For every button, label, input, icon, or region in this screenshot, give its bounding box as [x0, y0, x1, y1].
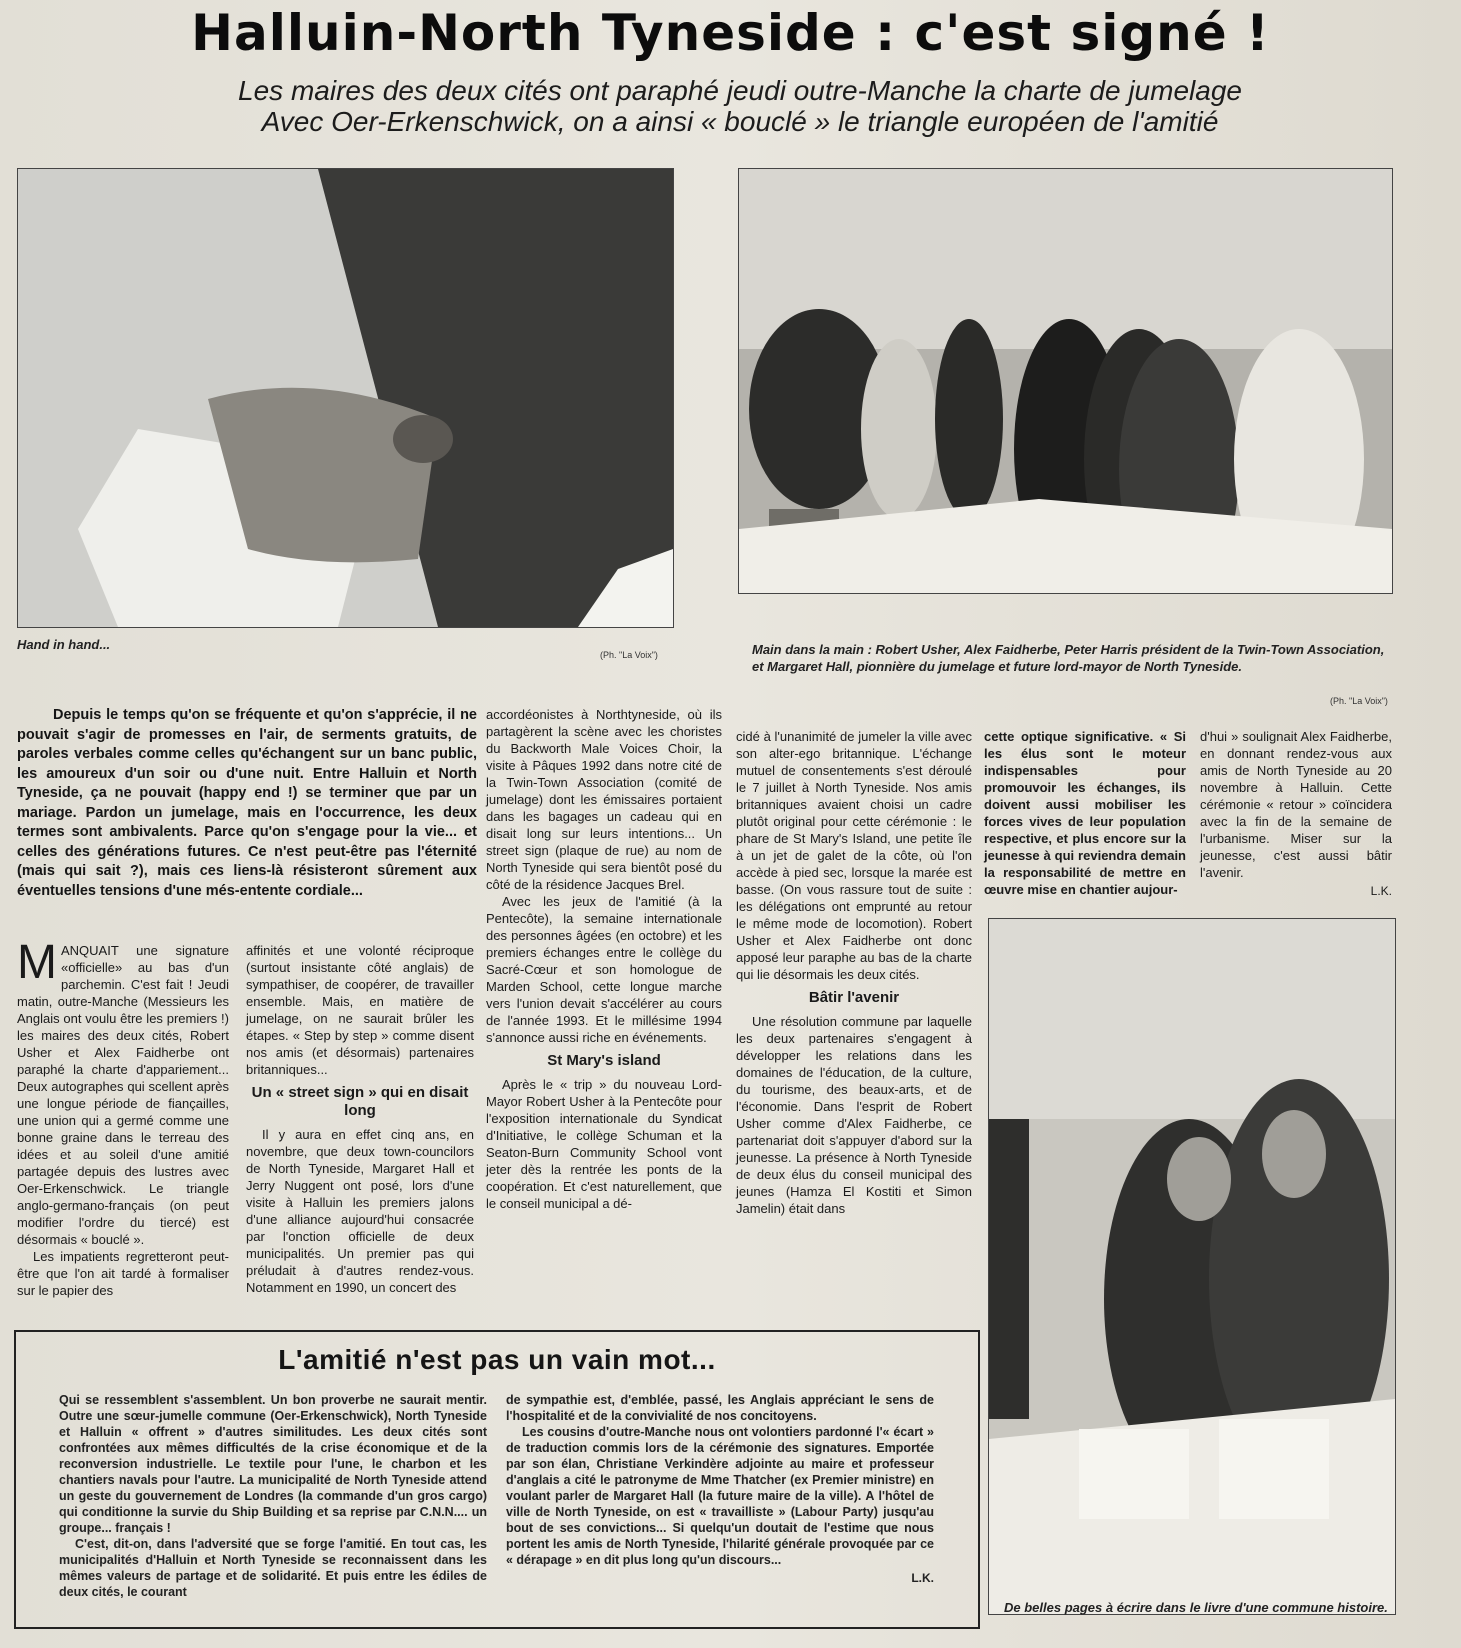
col1-text-b: Les impatients regretteront peut-être que l'on ait tardé à formaliser sur le papier des: [17, 1249, 229, 1298]
sidebar-box: [14, 1330, 980, 1629]
col3-text-c: Après le « trip » du nouveau Lord-Mayor Robert Usher à la Pentecôte pour l'exposition internationale du Syndicat d'Initiative, le collège Schuman et la Seaton-Burn Community School vont jeter dès la rentrée les ponts de la coopération. Et c'est naturellement, que le conseil municipal a dé-: [486, 1077, 722, 1211]
sidebar-right-p2: Les cousins d'outre-Manche nous ont volontiers pardonné l'« écart » de traduction commis lors de la cérémonie des signatures. Emportée par son élan, Christiane Verkindère adjointe au maire et professeur d'anglais a cité le patronyme de Mme Thatcher (ex Premier ministre) en voulant parler de Margaret Hall (la future maire de la ville). A l'hôtel de ville de North Tyneside, on est « travailliste » (Labour Party) jusqu'au bout de ses convictions... Si quelqu'un doutait de l'estime que nous portent les amis de North Tyneside, l'hilarité générale provoquée par ce « dérapage » en dit plus long qu'un discours...: [506, 1425, 934, 1567]
column-3: [486, 706, 722, 1212]
column-2: [246, 942, 474, 1296]
column-4: [736, 728, 972, 1217]
deck-line-2: Avec Oer-Erkenschwick, on a ainsi « bouclé » le triangle européen de l'amitié: [261, 106, 1219, 137]
headline: Halluin-North Tyneside : c'est signé !: [191, 4, 1270, 62]
sidebar-title: L'amitié n'est pas un vain mot...: [278, 1344, 716, 1375]
col4-text-b: Une résolution commune par laquelle les deux partenaires s'engagent à développer les relations dans les domaines de l'éducation, de la culture, du tourisme, des beaux-arts, et de l'économie. Dans l'esprit de Robert Usher comme d'Alex Faidherbe, ce partenariat doit s'appuyer d'abord sur la jeunesse. La présence à North Tyneside de deux élus du conseil municipal des jeunes (Hamza El Kostiti et Simon Jamelin) était dans: [736, 1014, 972, 1216]
column-6: [1200, 728, 1392, 900]
photo-signing-image: [989, 919, 1395, 1614]
sidebar-left-p1: Qui se ressemblent s'assemblent. Un bon proverbe ne saurait mentir. Outre une sœur-jumelle commune (Oer-Erkenschwick), North Tyneside et Halluin « offrent » d'autres similitudes. Les deux cités sont confrontées aux mêmes difficultés de la crise économique et de la reconversion industrielle. Le textile pour l'une, le charbon et les chantiers navals pour l'autre. La municipalité de North Tyneside attend un geste du gouvernement de Londres (la commande d'un gros cargo) qui conditionne la survie du Ship Building et sa reprise par C.N.N.... un groupe... français !: [59, 1393, 487, 1535]
deck-line-1: Les maires des deux cités ont paraphé jeudi outre-Manche la charte de jumelage: [238, 75, 1242, 106]
col1-text-a: ANQUAIT une signature «officielle» au bas d'un parchemin. C'est fait ! Jeudi matin, outre-Manche (Messieurs les Anglais ont voulu être les premiers !) les maires des deux cités, Robert Usher et Alex Faidherbe ont paraphé la charte d'appariement... Deux autographes qui scellent après une longue période de fiançailles, une union qui a germé comme une bonne graine dans le terreau des idées et au soleil d'une amitié partagée depuis des lustres avec Oer-Erkenschwick. Le triangle anglo-germano-français (on peut modifier l'ordre du tiercé) est désormais « bouclé ».: [17, 943, 229, 1247]
lead-text: Depuis le temps qu'on se fréquente et qu'on s'apprécie, il ne pouvait s'agir de promesses en l'air, de serments gratuits, de paroles verbales comme celles qu'échangent sur un banc public, les amoureux d'un soir ou d'une nuit. Entre Halluin et North Tyneside, ça ne pouvait (happy end !) se terminer que par un mariage. Pardon un jumelage, mais en l'occurrence, les deux termes sont ambivalents. Parce qu'on s'engage pour la vie... et celles des générations futures. Ce n'est peut-être pas l'éternité (mais qui sait ?), mais ces liens-là résisteront sûrement aux éventuelles tensions d'une més-entente cordiale...: [17, 707, 477, 899]
article-signature: L.K.: [1370, 884, 1392, 898]
subhead-st-marys-island: St Mary's island: [547, 1052, 661, 1069]
col6-text-a: d'hui » soulignait Alex Faidherbe, en donnant rendez-vous aux amis de North Tyneside au 20 novembre à Halluin. Cette cérémonie « retour » coïncidera avec la fin de la semaine de l'urbanisme. Miser sur la jeunesse, c'est aussi bâtir l'avenir.: [1200, 729, 1392, 880]
col3-text-b: Avec les jeux de l'amitié (à la Pentecôte), la semaine internationale des personnes âgées (en octobre) et les premiers échanges entre le collège du Sacré-Cœur et son homologue de Marden School, cette longue marche vers l'union devait s'accélérer au cours de l'année 1993. Et le millésime 1994 s'annonce aussi riche en événements.: [486, 894, 722, 1045]
dropcap: M: [17, 936, 57, 989]
photo-signing-table: [988, 918, 1396, 1615]
col2-text-b: Il y aura en effet cinq ans, en novembre, que deux town-councilors de North Tyneside, Margaret Hall et Jerry Nuggent ont posé, lors d'une visite à Halluin les premiers jalons d'une alliance aujourd'hui consacrée par l'onction officielle de deux municipalités. Un premier pas qui préludait à d'autres rendez-vous. Notamment en 1990, un concert des: [246, 1127, 474, 1295]
photo1-credit: (Ph. "La Voix"): [600, 650, 658, 660]
sidebar-column-left: [59, 1392, 487, 1600]
photo-group-image: [739, 169, 1392, 593]
subhead-street-sign: Un « street sign » qui en disait long: [251, 1084, 469, 1119]
column-5: [984, 728, 1186, 898]
col4-text-a: cidé à l'unanimité de jumeler la ville avec son alter-ego britannique. L'échange mutuel de consentements s'est déroulé le 7 juillet à North Tyneside. Nos amis britanniques avaient choisi un cadre plutôt original pour cette cérémonie : le phare de St Mary's Island, une petite île à un jet de galet de la côte, où l'on accède à pied sec, lorsque la marée est basse. (On vous rassure tout de suite : les délégations ont emprunté au retour le même mode de locomotion). Robert Usher et Alex Faidherbe ont donc apposé leur paraphe au bas de la charte qui lie désormais les deux cités.: [736, 729, 972, 982]
photo3-caption: De belles pages à écrire dans le livre d'une commune histoire.: [1004, 1600, 1388, 1615]
photo-group-ceremony: [738, 168, 1393, 594]
sidebar-left-p2: C'est, dit-on, dans l'adversité que se forge l'amitié. En tout cas, les municipalités d'Halluin et North Tyneside se reconnaissent dans les mêmes valeurs de partage et de solidarité. Et puis entre les édiles de deux cités, le courant: [59, 1537, 487, 1599]
sidebar-right-p1: de sympathie est, d'emblée, passé, les Anglais appréciant le sens de l'hospitalité et de la convivialité de nos concitoyens.: [506, 1393, 934, 1423]
col5-text-a: cette optique significative. « Si les élus sont le moteur indispensables pour promouvoir les échanges, ils doivent aussi mobiliser les forces vives de leur population respective, et plus encore sur la jeunesse à qui reviendra demain la responsabilité de mettre en œuvre mise en chantier aujour-: [984, 729, 1186, 897]
sidebar-signature: L.K.: [911, 1571, 934, 1585]
column-1: [17, 936, 229, 1299]
sidebar-column-right: [506, 1392, 934, 1586]
lead-paragraph: [17, 706, 477, 901]
subhead-batir-avenir: Bâtir l'avenir: [808, 989, 900, 1006]
photo-hands-signing: [17, 168, 674, 628]
photo2-caption: Main dans la main : Robert Usher, Alex Faidherbe, Peter Harris président de la Twin-Town Association, et Margaret Hall, pionnière du jumelage et future lord-mayor de North Tyneside.: [752, 642, 1385, 674]
photo1-caption: Hand in hand...: [17, 637, 111, 652]
photo-hands-image: [18, 169, 673, 627]
col2-text-a: affinités et une volonté réciproque (surtout insistante côté anglais) de sympathiser, de coopérer, de travailler ensemble. Mais, en matière de jumelage, on ne saurait brûler les étapes. « Step by step » comme disent nos amis (et désormais) partenaires britanniques...: [246, 943, 474, 1077]
col3-text-a: accordéonistes à Northtyneside, où ils partagèrent la scène avec les choristes du Backworth Male Voices Choir, la visite à Pâques 1992 dans notre cité de la Twin-Town Association (comité de jumelage) dont les émissaires portaient dans les bagages un cadeau qui en disait long sur leurs intentions... Un street sign (plaque de rue) au nom de North Tyneside qui sera bientôt posé du côté de la résidence Jacques Brel.: [486, 707, 722, 892]
photo2-credit: (Ph. "La Voix"): [1330, 696, 1388, 706]
